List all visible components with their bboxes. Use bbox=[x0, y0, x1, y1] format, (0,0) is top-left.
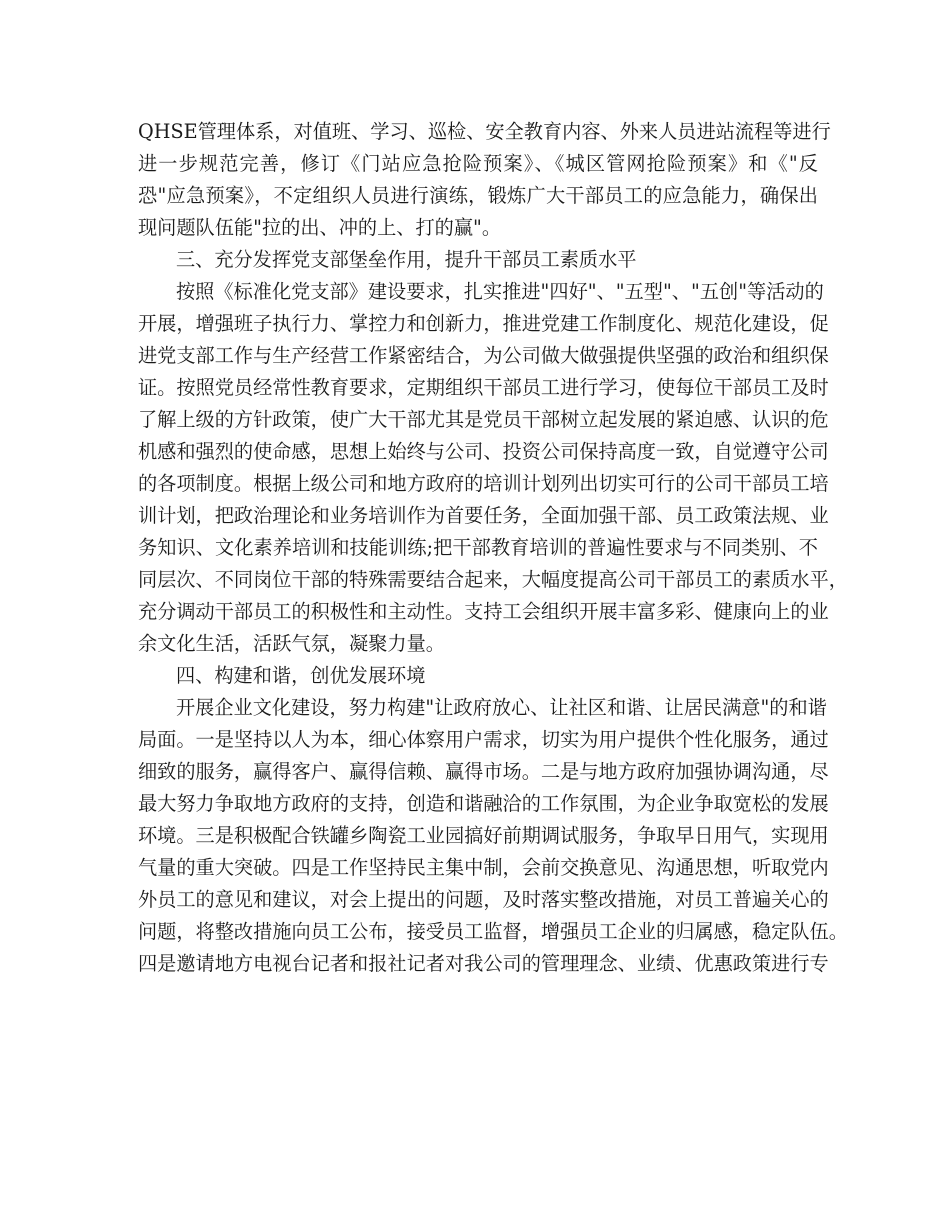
text-line: 问题，将整改措施向员工公布，接受员工监督，增强员工企业的归属感，稳定队伍。 bbox=[138, 920, 848, 943]
document-body bbox=[138, 116, 848, 980]
text-line: 证。按照党员经常性教育要求，定期组织干部员工进行学习，使每位干部员工及时 bbox=[138, 376, 829, 399]
text-line: 余文化生活，活跃气氛，凝聚力量。 bbox=[138, 632, 445, 655]
text-line: 按照《标准化党支部》建设要求，扎实推进"四好"、"五型"、"五创"等活动的 bbox=[176, 280, 824, 303]
text-line: 同层次、不同岗位干部的特殊需要结合起来，大幅度提高公司干部员工的素质水平， bbox=[138, 568, 848, 591]
section-heading: 四、构建和谐，创优发展环境 bbox=[176, 664, 426, 687]
text-line: 进党支部工作与生产经营工作紧密结合，为公司做大做强提供坚强的政治和组织保 bbox=[138, 344, 829, 367]
text-line: 的各项制度。根据上级公司和地方政府的培训计划列出切实可行的公司干部员工培 bbox=[138, 472, 829, 495]
text-line: 了解上级的方针政策，使广大干部尤其是党员干部树立起发展的紧迫感、认识的危 bbox=[138, 408, 829, 431]
text-line: 气量的重大突破。四是工作坚持民主集中制，会前交换意见、沟通思想，听取党内 bbox=[138, 856, 829, 879]
text-line: 最大努力争取地方政府的支持，创造和谐融洽的工作氛围，为企业争取宽松的发展 bbox=[138, 792, 829, 815]
text-line: 务知识、文化素养培训和技能训练;把干部教育培训的普遍性要求与不同类别、不 bbox=[138, 536, 818, 559]
text-line: 四是邀请地方电视台记者和报社记者对我公司的管理理念、业绩、优惠政策进行专 bbox=[138, 952, 829, 975]
text-line: 环境。三是积极配合铁罐乡陶瓷工业园搞好前期调试服务，争取早日用气，实现用 bbox=[138, 824, 829, 847]
text-line: 训计划，把政治理论和业务培训作为首要任务，全面加强干部、员工政策法规、业 bbox=[138, 504, 829, 527]
section-heading: 三、充分发挥党支部堡垒作用，提升干部员工素质水平 bbox=[176, 248, 637, 271]
text-line: 局面。一是坚持以人为本，细心体察用户需求，切实为用户提供个性化服务，通过 bbox=[138, 728, 829, 751]
text-line: 恐"应急预案》，不定组织人员进行演练，锻炼广大干部员工的应急能力，确保出 bbox=[138, 184, 818, 207]
text-line: 外员工的意见和建议，对会上提出的问题，及时落实整改措施，对员工普遍关心的 bbox=[138, 888, 829, 911]
text-line: QHSE管理体系，对值班、学习、巡检、安全教育内容、外来人员进站流程等进行 bbox=[138, 120, 831, 143]
text-line: 进一步规范完善，修订《门站应急抢险预案》、《城区管网抢险预案》和《"反 bbox=[138, 152, 818, 175]
text-line: 现问题队伍能"拉的出、冲的上、打的赢"。 bbox=[138, 216, 502, 239]
text-line: 细致的服务，赢得客户、赢得信赖、赢得市场。二是与地方政府加强协调沟通，尽 bbox=[138, 760, 829, 783]
text-line: 充分调动干部员工的积极性和主动性。支持工会组织开展丰富多彩、健康向上的业 bbox=[138, 600, 829, 623]
text-line: 开展，增强班子执行力、掌控力和创新力，推进党建工作制度化、规范化建设，促 bbox=[138, 312, 829, 335]
text-line: 机感和强烈的使命感，思想上始终与公司、投资公司保持高度一致，自觉遵守公司 bbox=[138, 440, 829, 463]
text-line: 开展企业文化建设，努力构建"让政府放心、让社区和谐、让居民满意"的和谐 bbox=[176, 696, 827, 719]
